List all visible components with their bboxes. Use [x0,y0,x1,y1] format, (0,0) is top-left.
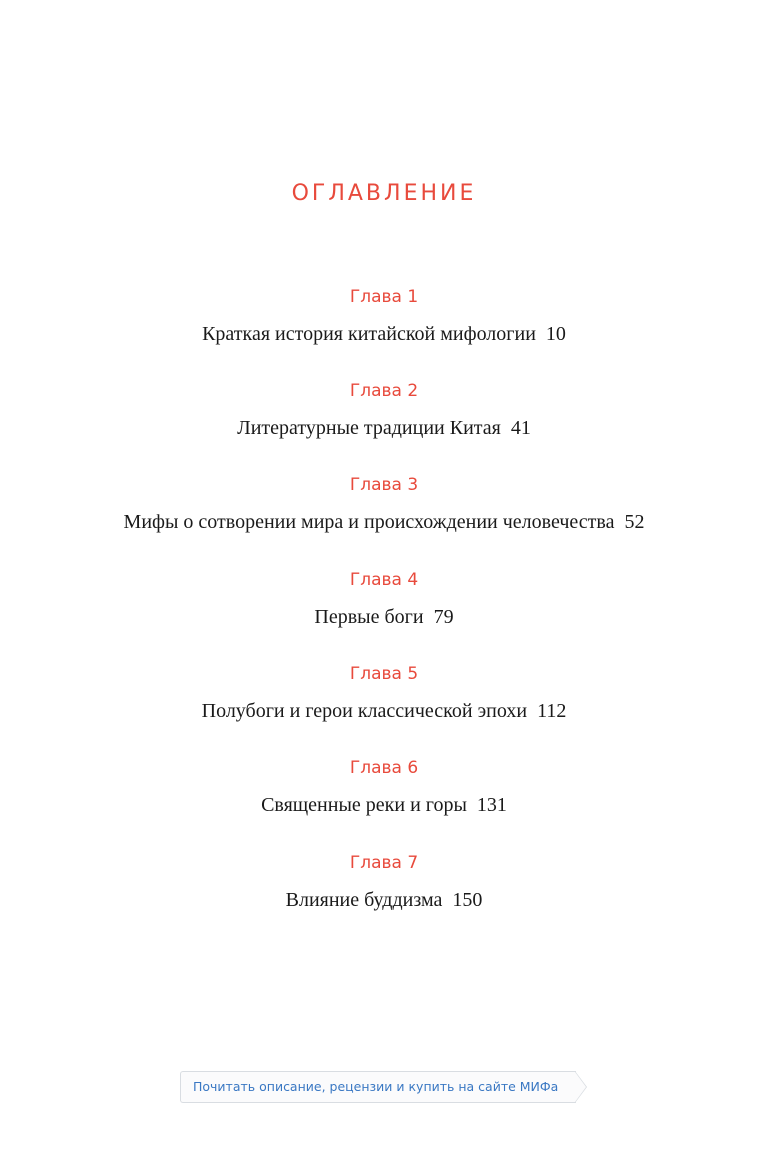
chapter-7-entry[interactable] [0,886,768,914]
chapter-2-page: 41 [510,417,531,439]
chapter-7-label: Глава 7 [349,853,419,873]
chapter-4-title: Первые боги [314,606,424,628]
chapter-4-page: 79 [433,606,454,628]
chapter-2-entry[interactable] [0,414,768,442]
chapter-1-title: Краткая история китайской мифологии [202,323,536,345]
buy-on-site-link[interactable]: Почитать описание, рецензии и купить на сайте МИФа [180,1071,576,1103]
chapter-5-page: 112 [537,700,567,722]
chapter-6-label: Глава 6 [349,758,419,778]
chapter-1-page: 10 [545,323,566,345]
chapter-5-label: Глава 5 [349,664,419,684]
chapter-1-entry[interactable] [0,320,768,348]
chapter-3-entry[interactable] [0,508,768,536]
chapter-4-label: Глава 4 [349,570,419,590]
chapter-5-entry[interactable] [0,697,768,725]
chapter-7-title: Влияние буддизма [285,889,443,911]
chapter-6-title: Священные реки и горы [261,794,467,816]
chapter-1-label: Глава 1 [349,287,419,307]
link-arrow-fill [575,1072,586,1102]
chapter-6-entry[interactable] [0,791,768,819]
chapter-2-label: Глава 2 [349,381,419,401]
chapter-3-label: Глава 3 [349,475,419,495]
chapter-7-page: 150 [452,889,483,911]
chapter-5-title: Полубоги и герои классической эпохи [201,700,528,722]
chapter-3-title: Мифы о сотворении мира и происхождении человечества [123,511,615,533]
chapter-6-page: 131 [476,794,507,816]
toc-heading: ОГЛАВЛЕНИЕ [291,181,477,206]
chapter-4-entry[interactable] [0,603,768,631]
chapter-3-page: 52 [624,511,645,533]
chapter-2-title: Литературные традиции Китая [237,417,501,439]
